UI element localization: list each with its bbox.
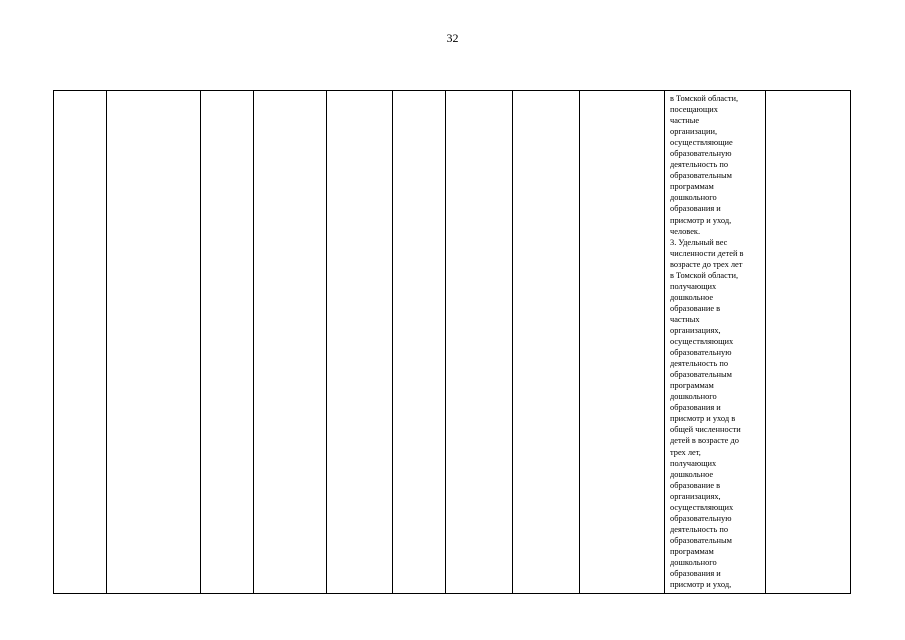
text-line: посещающих bbox=[670, 105, 718, 115]
text-line: образования и bbox=[670, 569, 721, 579]
text-line: детей в возрасте до bbox=[670, 436, 739, 446]
text-line: присмотр и уход в bbox=[670, 414, 736, 424]
text-line: образовательную bbox=[670, 513, 732, 523]
indicator-text bbox=[665, 91, 765, 590]
text-line: деятельность по bbox=[670, 524, 729, 534]
table-cell-col-6 bbox=[393, 91, 446, 594]
table-cell-col-5 bbox=[327, 91, 393, 594]
text-line: образовательную bbox=[670, 348, 732, 358]
table-cell-col-8 bbox=[513, 91, 580, 594]
text-line: общей численности bbox=[670, 425, 741, 435]
table-cell-col-7 bbox=[446, 91, 513, 594]
table-cell-col-9 bbox=[580, 91, 665, 594]
text-line: деятельность по bbox=[670, 160, 729, 170]
text-line: программам bbox=[670, 546, 714, 556]
text-line: возрасте до трех лет bbox=[670, 259, 743, 269]
text-line: человек. bbox=[670, 226, 701, 236]
text-line: частные bbox=[670, 116, 700, 126]
text-line: образование в bbox=[670, 303, 721, 313]
table-cell-col-4 bbox=[254, 91, 327, 594]
text-line: образовательную bbox=[670, 149, 732, 159]
text-line: осуществляющие bbox=[670, 138, 733, 148]
text-line: получающих bbox=[670, 458, 717, 468]
table-cell-indicators bbox=[665, 91, 766, 594]
text-line: дошкольного bbox=[670, 193, 717, 203]
text-line: в Томской области, bbox=[670, 270, 739, 280]
table-cell-col-1 bbox=[54, 91, 107, 594]
table-cell-col-3 bbox=[201, 91, 254, 594]
text-line: дошкольное bbox=[670, 469, 714, 479]
document-table bbox=[53, 90, 851, 594]
table-cell-col-2 bbox=[107, 91, 201, 594]
text-line: трех лет, bbox=[670, 447, 701, 457]
text-line: организации, bbox=[670, 127, 718, 137]
text-line: получающих bbox=[670, 281, 717, 291]
text-line: присмотр и уход, bbox=[670, 580, 732, 590]
text-line: частных bbox=[670, 314, 700, 324]
text-line: организациях, bbox=[670, 325, 721, 335]
text-line: образования и bbox=[670, 403, 721, 413]
text-line: численности детей в bbox=[670, 248, 744, 258]
text-line: программам bbox=[670, 182, 714, 192]
text-line: образовательным bbox=[670, 171, 732, 181]
text-line: образование в bbox=[670, 480, 721, 490]
text-line: осуществляющих bbox=[670, 502, 734, 512]
text-line: образовательным bbox=[670, 535, 732, 545]
text-line: в Томской области, bbox=[670, 94, 739, 103]
text-line: образования и bbox=[670, 204, 721, 214]
text-line: осуществляющих bbox=[670, 337, 734, 347]
text-line: программам bbox=[670, 381, 714, 391]
text-line: образовательным bbox=[670, 370, 732, 380]
table-row bbox=[54, 91, 851, 594]
text-line: дошкольное bbox=[670, 292, 714, 302]
table-cell-col-11 bbox=[766, 91, 851, 594]
text-line: дошкольного bbox=[670, 557, 717, 567]
page-number: 32 bbox=[446, 31, 459, 45]
text-line: присмотр и уход, bbox=[670, 215, 732, 225]
text-line: организациях, bbox=[670, 491, 721, 501]
text-line: 3. Удельный вес bbox=[670, 237, 728, 247]
text-line: дошкольного bbox=[670, 392, 717, 402]
text-line: деятельность по bbox=[670, 359, 729, 369]
